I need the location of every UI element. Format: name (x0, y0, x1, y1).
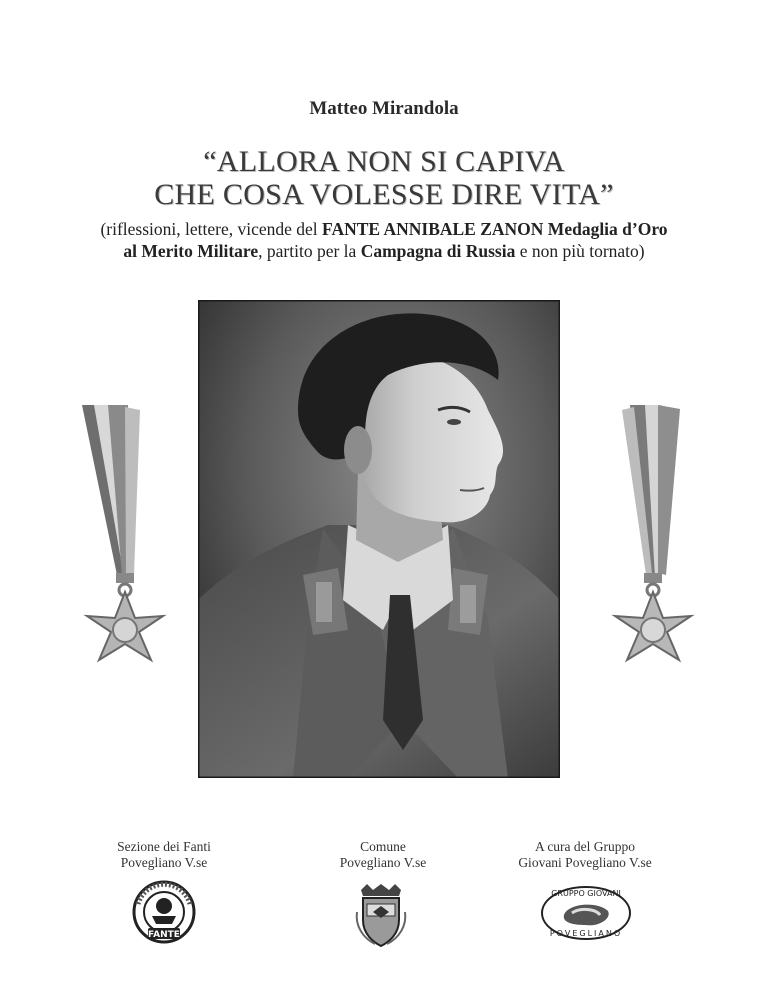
sponsor-fanti-line-2: Povegliano V.se (120, 855, 208, 870)
subtitle-bold-4: Campagna di Russia (360, 241, 516, 261)
subtitle-text-3: , partito per la (258, 241, 361, 261)
book-subtitle (40, 218, 728, 262)
fanti-logo (132, 880, 196, 944)
sponsor-fanti-line-1: Sezione dei Fanti (117, 839, 211, 854)
title-line-1: “ALLORA NON SI CAPIVA (203, 145, 565, 178)
portrait-photo (198, 300, 560, 778)
giovani-logo-top-text: GRUPPO GIOVANI (551, 889, 621, 898)
fanti-logo-text: FANTE (148, 930, 180, 940)
subtitle-bold-3: al Merito Militare (123, 241, 259, 261)
sponsor-fanti (64, 839, 264, 871)
sponsor-comune-line-1: Comune (360, 839, 406, 854)
comune-coat-of-arms (353, 882, 409, 948)
subtitle-bold-2: Medaglia d’Oro (547, 219, 668, 239)
sponsor-comune-line-2: Povegliano V.se (339, 855, 427, 870)
subtitle-bold-1: FANTE ANNIBALE ZANON (322, 219, 544, 239)
medal-left (70, 405, 170, 680)
author-name: Matteo Mirandola (309, 98, 459, 119)
sponsor-giovani-line-1: A cura del Gruppo (534, 839, 636, 854)
subtitle-text-1: (riflessioni, lettere, vicende del (100, 219, 323, 239)
sponsor-giovani-line-2: Giovani Povegliano V.se (518, 855, 652, 870)
subtitle-text-4: e non più tornato) (515, 241, 645, 261)
medal-right (600, 405, 700, 680)
sponsor-comune (283, 839, 483, 871)
sponsor-giovani (485, 839, 685, 871)
gruppo-giovani-logo (538, 883, 634, 943)
title-line-2: CHE COSA VOLESSE DIRE VITA” (154, 178, 614, 211)
book-title (0, 145, 768, 211)
giovani-logo-bottom-text: POVEGLIANO (549, 929, 623, 938)
